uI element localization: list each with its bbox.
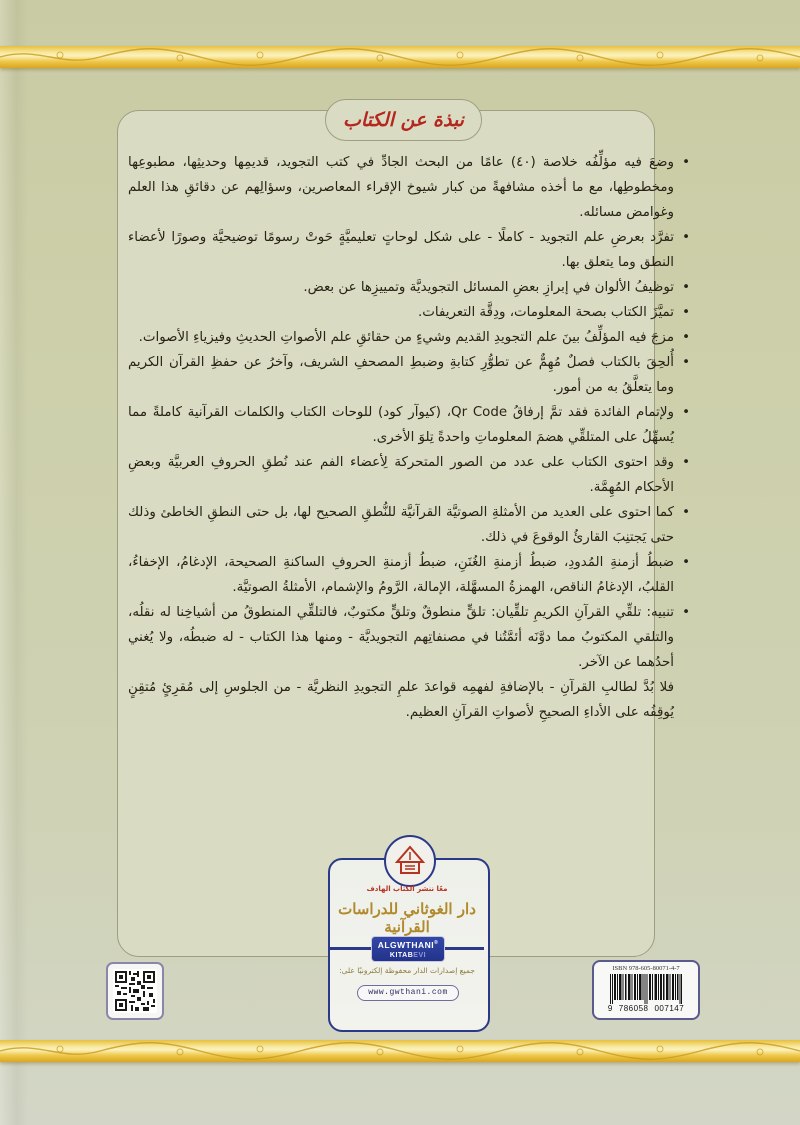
publisher-badge xyxy=(371,936,445,962)
feature-item: • تنبيه: تلقِّي القرآنِ الكريمِ تلقِّيان: تلقٍّ منطوقٌ وتلقٍّ مكتوبٌ، فالتلقِّي المنطوقُ من أشياخِنا له نقلُه، والتلقي المكتوبُ مما دوَّنَه أئمَّتُنا في مصنفاتِهم التجويديَّة - ومنها هذا الكتاب - له ضبطُه، ولا يُغني أحدُهما عن الآخر. xyxy=(128,600,690,675)
qr-code-icon xyxy=(113,969,157,1013)
feature-item: • أُلحِقَ بالكتاب فصلٌ مُهِمٌّ عن تطوُّرِ كتابةِ وضبطِ المصحفِ الشريف، وآخرُ عن حفظِ القرآن الكريم وما يتعلَّقُ به من أمور. xyxy=(128,350,690,400)
about-book-content xyxy=(128,150,690,725)
barcode-icon xyxy=(610,974,682,1004)
feature-item: • كما احتوى على العديد من الأمثلةِ الصوتيَّة القرآنيَّة للنُّطقِ الصحيح لها، بل حتى النطقِ الخاطئ وذلك حتى يَجتنِبَ القارئُ الوقوعَ في ذلك. xyxy=(128,500,690,550)
feature-item: • تميَّزَ الكتاب بصحة المعلومات، ودِقَّة التعريفات. xyxy=(128,300,690,325)
feature-item: • وقد احتوى الكتاب على عدد من الصور المتحركة لِأعضاء الفم عند نُطقِ الحروفِ العربيَّة وبعضِ الأحكام المُهِمَّة. xyxy=(128,450,690,500)
publisher-evi: EVI xyxy=(413,951,427,959)
isbn-barcode-box xyxy=(592,960,700,1020)
registered-mark: ® xyxy=(434,940,439,946)
publisher-rights-note: جميع إصدارات الدار محفوظة إلكترونيًا على: xyxy=(339,966,475,975)
publisher-emblem-icon xyxy=(384,835,436,887)
isbn-digit-prefix: 9 xyxy=(607,1004,613,1013)
gold-ornament-band-bottom xyxy=(0,1040,800,1062)
section-title-pill xyxy=(325,99,482,141)
isbn-label: ISBN 978-605-80071-4-7 xyxy=(612,965,680,972)
vine-ornament-icon xyxy=(0,46,800,68)
feature-item: • وضعَ فيه مؤلِّفُه خلاصة (٤٠) عامًا من البحث الجادِّ في كتب التجويد، قديمِها وحديثِها، مطبوعِها ومخطوطِها، مع ما أخذه مشافهةً من كبار شيوخ الإقراء المعاصرين، وسؤالِهم عن دقائقِ هذا العلم وغوامض مسائله. xyxy=(128,150,690,225)
vine-ornament-icon xyxy=(0,1040,800,1062)
publisher-slogan: معًا ننشر الكتاب الهادف xyxy=(366,885,448,893)
publisher-kitab: KITAB xyxy=(389,951,414,959)
qr-code-box[interactable] xyxy=(106,962,164,1020)
feature-item: • مزجَ فيه المؤلِّفُ بينَ علم التجويدِ القديم وشيءٍ من حقائقِ علم الأصواتِ الحديثِ وفيزياءِ الأصوات. xyxy=(128,325,690,350)
closing-paragraph: فلا بُدَّ لطالبِ القرآنِ - بالإضافةِ لفهمِه قواعدَ علمِ التجويدِ النظريَّة - من الجلوسِ إلى مُقرِئٍ مُتقِنٍ يُوقِفُه على الأداءِ الصحيحِ لأصواتِ القرآنِ العظيم. xyxy=(128,680,674,720)
feature-item: • تفرَّد بعرضِ علم التجويد - كاملًا - على شكل لوحاتٍ تعليميَّةٍ حَوتْ رسومًا توضيحيَّة وصورًا لأعضاء النطق وما يتعلق بها. xyxy=(128,225,690,275)
isbn-digits-right: 007147 xyxy=(654,1004,685,1013)
publisher-website[interactable]: www.gwthani.com xyxy=(357,985,459,1001)
feature-item: • ضبطُ أزمنةِ المُدودِ، ضبطُ أزمنةِ الغُنَنِ، ضبطُ أزمنةِ الحروفِ الساكنةِ الصحيحة، الإدغامُ، الإخفاءُ، القلبُ، الإدغامُ الناقص، الهمزةُ المسهَّلة، الإمالة، الرَّومُ والإشمام، الأمثلةُ الصوتيَّة. xyxy=(128,550,690,600)
gold-ornament-band-top xyxy=(0,46,800,68)
isbn-digits-left: 786058 xyxy=(618,1004,649,1013)
spine-shadow xyxy=(0,0,28,1125)
feature-item: • ولإتمام الفائدة فقد تمَّ إرفاقُ Qr Code، (كيوآر كود) للوحات الكتاب والكلمات القرآنية كاملةً مما يُسهِّلُ على المتلقِّي هضمَ المعلوماتِ واحدةً تِلوَ الأخرى. xyxy=(128,400,690,450)
feature-item: • توظيفُ الألوان في إبرازِ بعضِ المسائل التجويديَّة وتمييزِها عن بعض. xyxy=(128,275,690,300)
publisher-name-english: ALGWTHANI xyxy=(377,939,435,950)
isbn-digits xyxy=(594,1004,698,1013)
publisher-name-arabic: دار الغوثاني للدراسات القرآنية xyxy=(338,900,476,936)
section-title: نبذة عن الكتاب xyxy=(343,109,464,131)
